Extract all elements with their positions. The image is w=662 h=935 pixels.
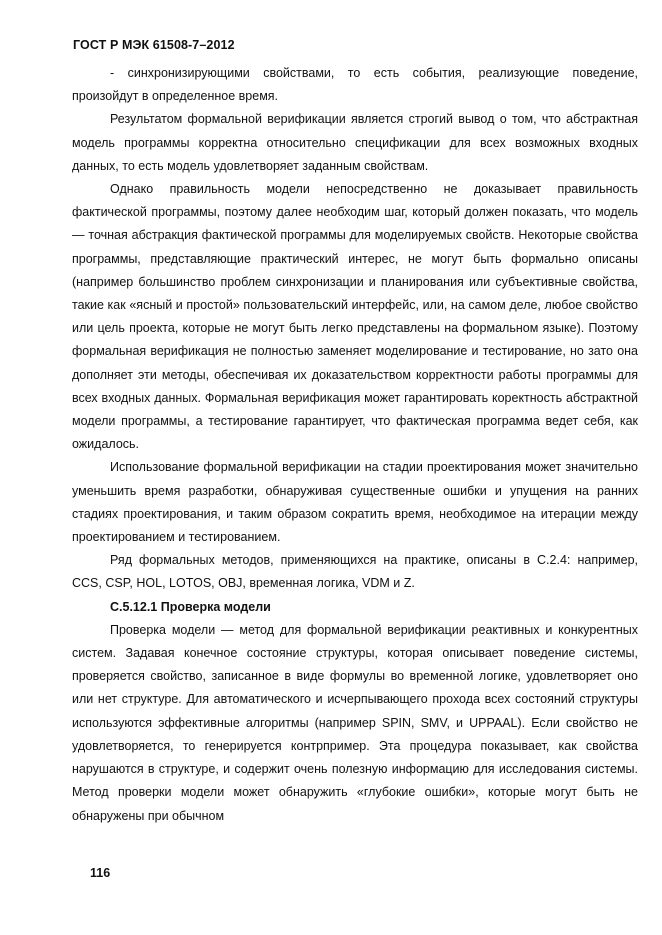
paragraph-model-checking: Проверка модели — метод для формальной верификации реактивных и конкурентных систем. Задавая конечное состояние структуры, которая описывает поведение системы, проверяется свойство, записанное в виде формулы во временной логике, удовлетворяет оно или нет структуре. Для автоматического и исчерпывающего прохода всех состояний структуры используются эффективные алгоритмы (например SPIN, SMV, и UPPAAL). Если свойство не удовлетворяется, то генерируется контрпример. Эта процедура показывает, как свойства нарушаются в структуре, и содержит очень полезную информацию для исследования системы. Метод проверки модели может обнаружить «глубокие ошибки», которые могут быть не обнаружены при обычном (72, 622, 638, 823)
page-number: 116 (90, 866, 111, 880)
paragraph-formal-methods-list: Ряд формальных методов, применяющихся на практике, описаны в С.2.4: например, CCS, CSP, HOL, LOTOS, OBJ, временная логика, VDM и Z. (72, 553, 638, 591)
paragraph-sync-properties: - синхронизирующими свойствами, то есть события, реализующие поведение, произойдут в определенное время. (72, 66, 638, 104)
section-heading: С.5.12.1 Проверка модели (110, 599, 271, 614)
paragraph-model-correctness: Однако правильность модели непосредственно не доказывает правильность фактической программы, поэтому далее необходим шаг, который должен показать, что модель — точная абстракция фактической программы для моделируемых свойств. Некоторые свойства программы, представляющие практический интерес, не могут быть формально описаны (например большинство проблем синхронизации и планирования или субъективные свойства, такие как «ясный и простой» пользовательский интерфейс, или, на самом деле, любое свойство или цель проекта, которые не могут быть легко представлены на формальном языке). Поэтому формальная верификация не полностью заменяет моделирование и тестирование, но зато она дополняет эти методы, обеспечивая их доказательством корректности работы программы для всех входных данных. Формальная верификация может гарантировать коректность абстрактной модели программы, а тестирование гарантирует, что фактическая программа ведет себя, как ожидалось. (72, 182, 638, 452)
paragraph-verification-result: Результатом формальной верификации является строгий вывод о том, что абстрактная модель программы корректна относительно спецификации для всех возможных входных данных, то есть модель удовлетворяет заданным свойствам. (72, 112, 638, 173)
body-text (72, 62, 638, 828)
document-code-header: ГОСТ Р МЭК 61508-7–2012 (73, 38, 235, 52)
paragraph-design-stage-usage: Использование формальной верификации на стадии проектирования может значительно уменьшить время разработки, обнаруживая существенные ошибки и упущения на ранних стадиях проектирования, и таким образом сократить время, необходимое на итерации между проектированием и тестированием. (72, 460, 638, 545)
